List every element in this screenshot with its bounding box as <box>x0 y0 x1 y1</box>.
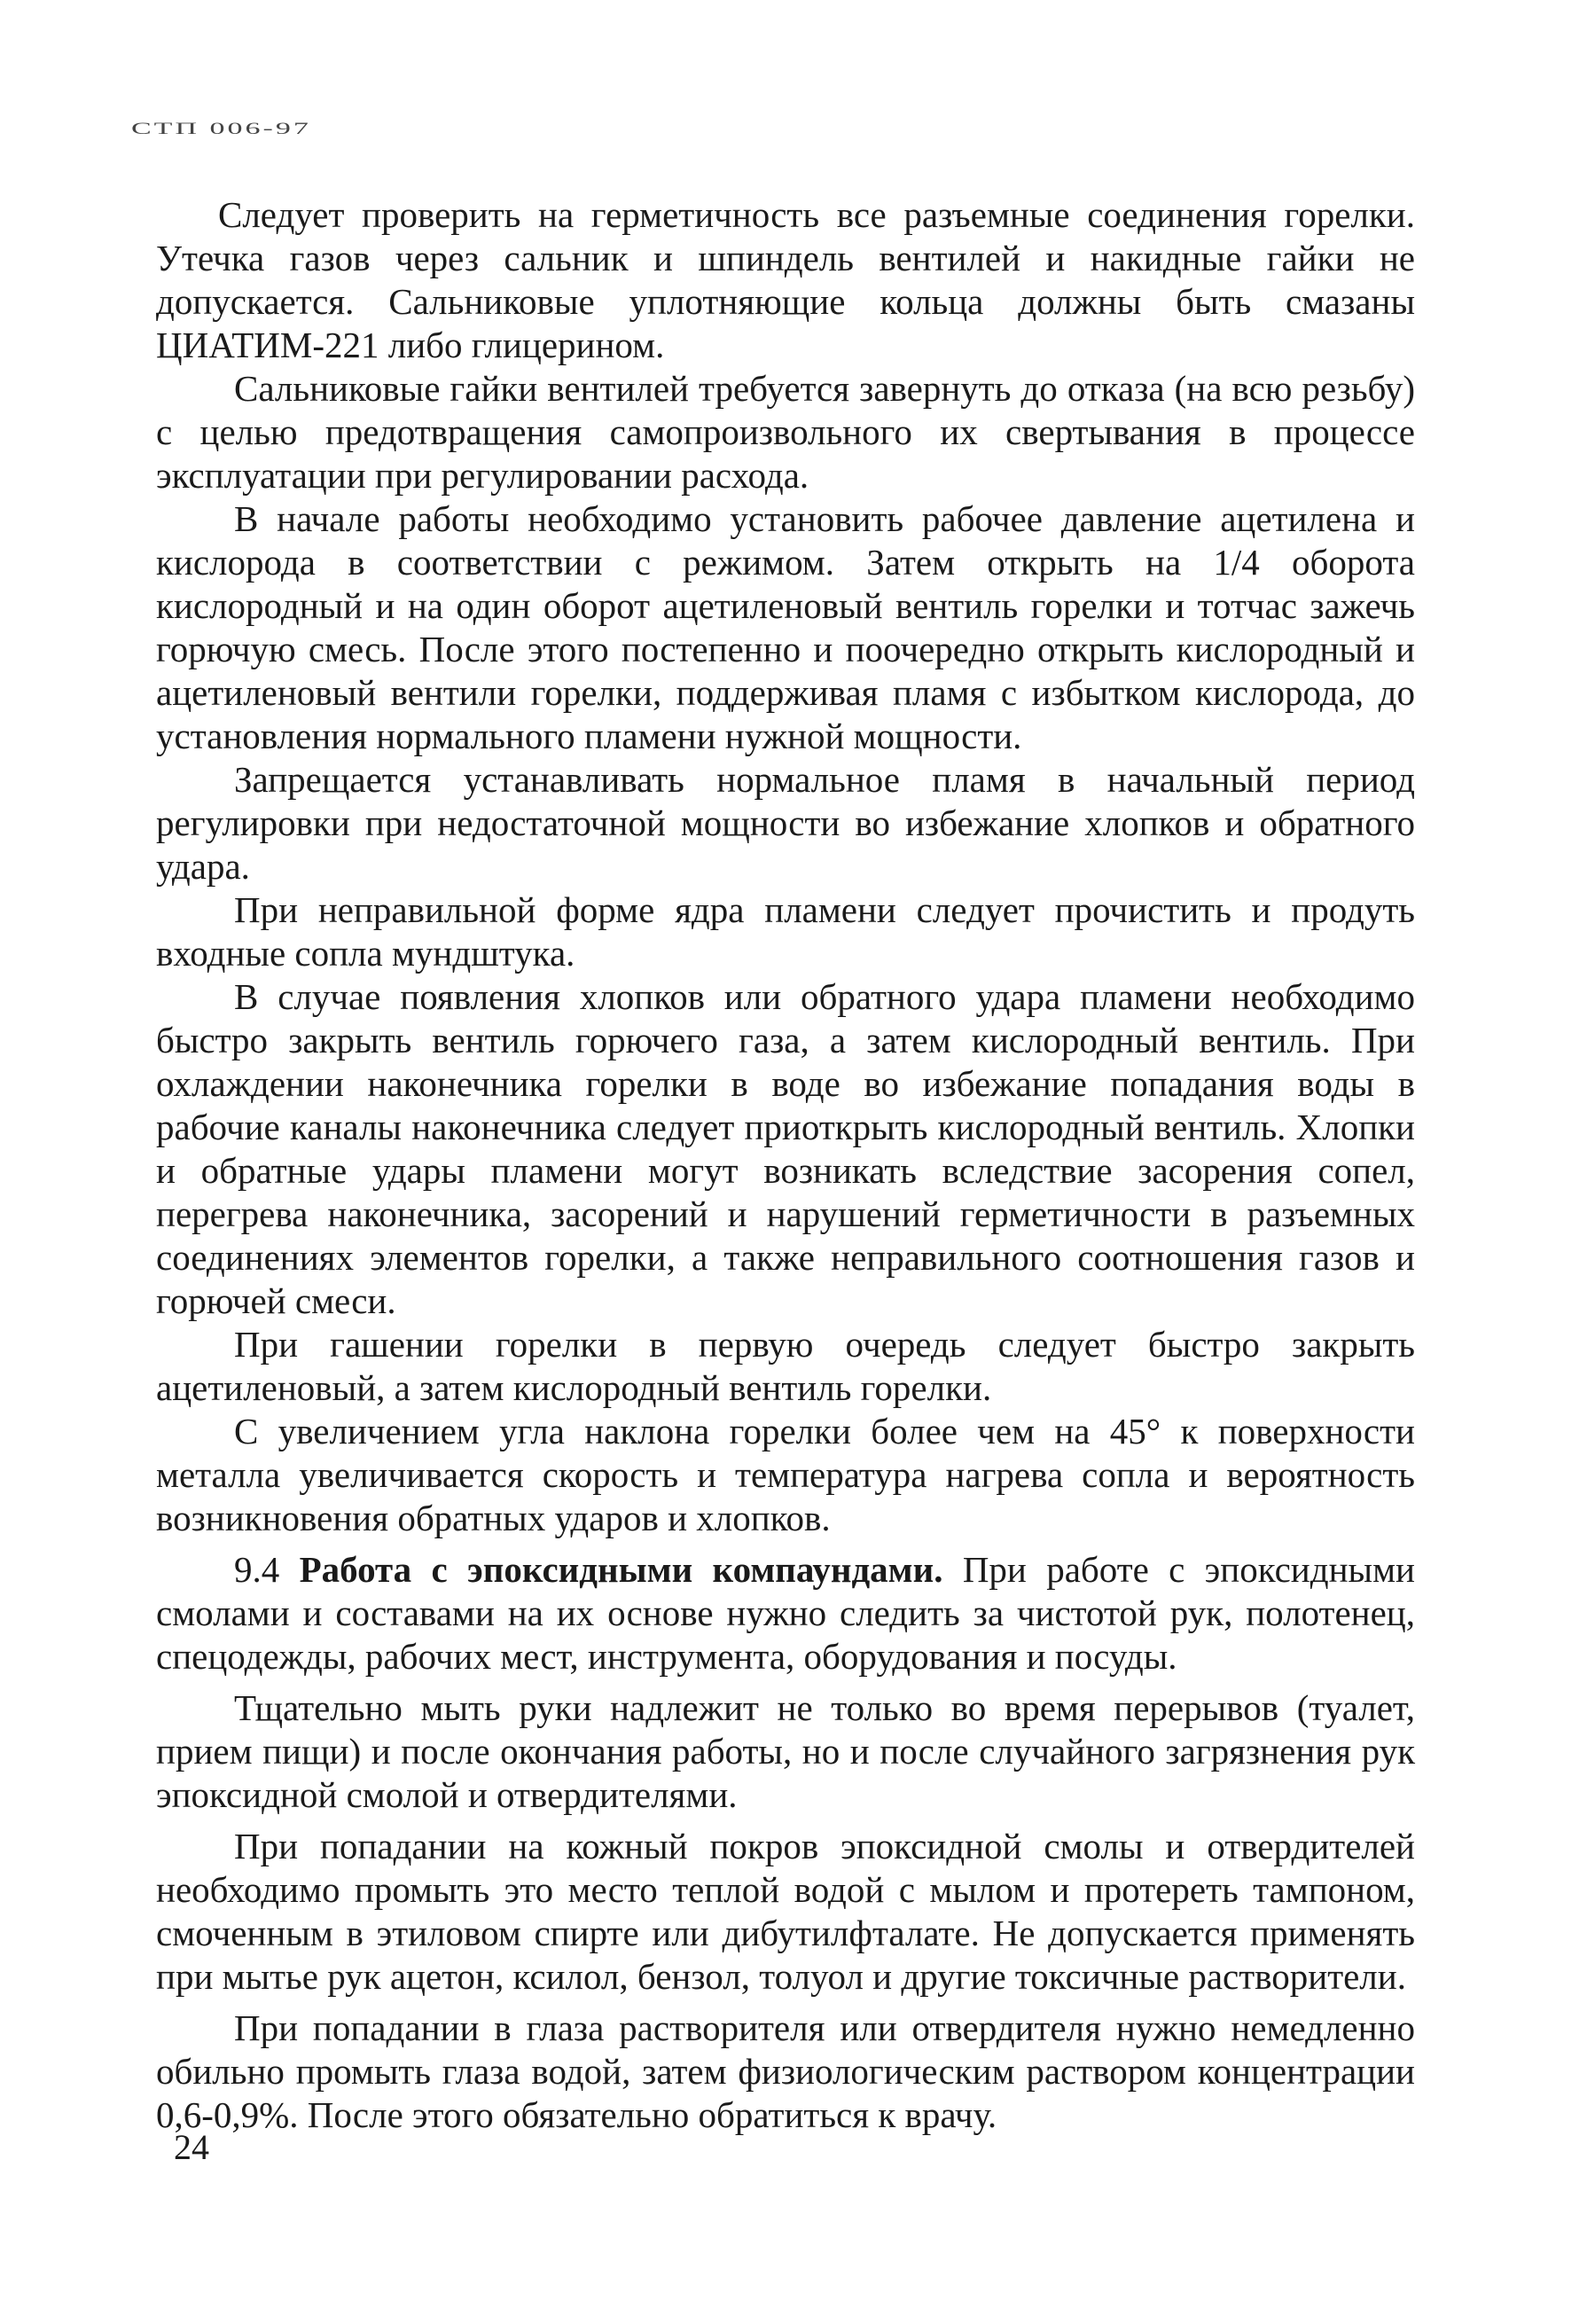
paragraph-skin-contact: При попадании на кожный покров эпоксидной смолы и отвердителей необходимо промыть это место теплой водой с мылом и протереть тампоном, смоченным в этиловом спирте или дибутилфталате. Не допускается применять при мытье рук ацетон, ксилол, бензол, толуол и другие токсичные растворители. <box>156 1826 1415 1997</box>
paragraph-tilt-angle: С увеличением угла наклона горелки более чем на 45° к поверхности металла увеличивается скорость и температура нагрева сопла и вероятность возникновения обратных ударов и хлопков. <box>156 1411 1415 1538</box>
section-text: При работе с эпоксидными смолами и составами на их основе нужно следить за чистотой рук, полотенец, спецодежды, рабочих мест, инструмента, оборудования и посуды. <box>156 1549 1415 1677</box>
paragraph-nozzle-cleaning: При неправильной форме ядра пламени следует прочистить и продуть входные сопла мундштука. <box>156 889 1415 974</box>
section-title: Работа с эпоксидными компаундами. <box>299 1549 943 1590</box>
page-body <box>156 193 1415 2137</box>
document-code-header: СТП 006-97 <box>131 120 311 138</box>
page-number: 24 <box>174 2127 209 2167</box>
paragraph-hand-washing: Тщательно мыть руки надлежит не только во время перерывов (туалет, прием пищи) и после окончания работы, но и после случайного загрязнения рук эпоксидной смолой и отвердителями. <box>156 1687 1415 1815</box>
paragraph-extinguishing: При гашении горелки в первую очередь следует быстро закрыть ацетиленовый, а затем кислородный вентиль горелки. <box>156 1324 1415 1408</box>
paragraph-gland-nuts: Сальниковые гайки вентилей требуется завернуть до отказа (на всю резьбу) с целью предотвращения самопроизвольного их свертывания в процессе эксплуатации при регулировании расхода. <box>156 368 1415 496</box>
paragraph-normal-flame-prohibition: Запрещается устанавливать нормальное пламя в начальный период регулировки при недостаточной мощности во избежание хлопков и обратного удара. <box>156 759 1415 887</box>
section-number: 9.4 <box>234 1549 280 1590</box>
paragraph-flashback: В случае появления хлопков или обратного удара пламени необходимо быстро закрыть вентиль горючего газа, а затем кислородный вентиль. При охлаждении наконечника горелки в воде во избежание попадания воды в рабочие каналы наконечника следует приоткрыть кислородный вентиль. Хлопки и обратные удары пламени могут возникать вследствие засорения сопел, перегрева наконечника, засорений и нарушений герметичности в разъемных соединениях элементов горелки, а также неправильного соотношения газов и горючей смеси. <box>156 976 1415 1321</box>
section-9-4-paragraph <box>156 1548 1415 1678</box>
paragraph-startup: В начале работы необходимо установить рабочее давление ацетилена и кислорода в соответствии с режимом. Затем открыть на 1/4 оборота кислородный и на один оборот ацетиленовый вентиль горелки и тотчас зажечь горючую смесь. После этого постепенно и поочередно открыть кислородный и ацетиленовый вентили горелки, поддерживая пламя с избытком кислорода, до установления нормального пламени нужной мощности. <box>156 498 1415 756</box>
paragraph-seal-check: Следует проверить на герметичность все разъемные соединения горелки. Утечка газов через сальник и шпиндель вентилей и накидные гайки не допускается. Сальниковые уплотняющие кольца должны быть смазаны ЦИАТИМ-221 либо глицерином. <box>156 194 1415 365</box>
paragraph-eye-contact: При попадании в глаза растворителя или отвердителя нужно немедленно обильно промыть глаза водой, затем физиологическим раствором концентрации 0,6-0,9%. После этого обязательно обратиться к врачу. <box>156 2007 1415 2135</box>
